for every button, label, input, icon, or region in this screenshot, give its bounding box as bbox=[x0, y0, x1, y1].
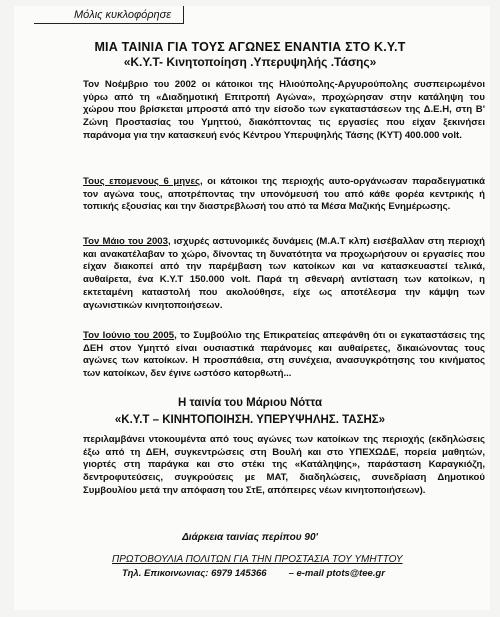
paragraph-2-lead: Τους επομενους 6 μηνες bbox=[83, 176, 201, 187]
main-title: ΜΙΑ ΤΑΙΝΙΑ ΓΙΑ ΤΟΥΣ ΑΓΩΝΕΣ ΕΝΑΝΤΙΑ ΣΤΟ Κ.Υ.Τ bbox=[94, 40, 406, 54]
film-title: «Κ.Υ.Τ – ΚΙΝΗΤΟΠΟΙΗΣΗ. ΥΠΕΡΥΨΗΛΗΣ. ΤΑΣΗΣ» bbox=[114, 414, 386, 426]
paragraph-4-lead: Τον Ιούνιο του 2005 bbox=[83, 330, 175, 341]
email-contact: – e-mail ptots@tee.gr bbox=[288, 568, 385, 579]
paragraph-3 bbox=[83, 236, 485, 312]
phone-contact: Τηλ. Επικοινωνιας: 6979 145366 bbox=[122, 568, 267, 579]
organization-name: ΠΡΩΤΟΒΟΥΛΙΑ ΠΟΛΙΤΩΝ ΓΙΑ ΤΗΝ ΠΡΟΣΤΑΣΙΑ ΤΟΥ ΥΜΗΤΤΟΥ bbox=[112, 554, 403, 565]
paragraph-3-lead: Τον Μάιο του 2003 bbox=[83, 236, 168, 247]
paragraph-1: Τον Νοέμβριο του 2002 οι κάτοικοι της Ηλιούπολης-Αργυρούπολης συσπειρωμένοι γύρω από τη «Διαδημοτική Επιτροπή Αγώνα», προχώρησαν στην κατάληψη του χώρου που βρίσκεται μπροστά από την είσοδο των εγκαταστάσεων της Δ.Ε.Η, στη Β' Ζώνη Προστασίας του Υμηττού, διακόπτοντας τις εργασίες που είχαν ξεκινήσει παράνομα για την κατασκευή ενός Κέντρου Υπερυψηλής Τάσης (ΚΥΤ) 400.000 volt. bbox=[83, 79, 485, 141]
paragraph-4-body: , το Συμβούλιο της Επικρατείας απεφάνθη ότι οι εγκαταστάσεις της ΔΕΗ στον Υμηττό είναι ουσιαστικά παράνομες και αυθαίρετες, δικαιώνοντας τους αγώνες των κατοίκων. Η προσπάθεια, στη συνέχεια, ανασυγκρότησης του κινήματος των κατοίκων, δεν έγινε ωστόσο κατορθωτή... bbox=[83, 330, 485, 380]
paragraph-4 bbox=[83, 330, 485, 381]
status-tag: Μόλις κυκλοφόρησε bbox=[34, 6, 184, 24]
contact-line bbox=[122, 568, 407, 579]
film-subtitle: «Κ.Υ.Τ- Κινητοποίηση .Υπερυψηλής .Τάσης» bbox=[123, 55, 377, 69]
paragraph-2-body: , οι κάτοικοι της περιοχής αυτο-οργάνωσαν παραδειγματικά τον αγώνα τους, αποτρέποντας την υπονόμευσή του από κάθε φορέα κεντρικής ή τοπικής εξουσίας και την διαστρεβλωσή του από τα Μέσα Μαζικής Ενημέρωσης. bbox=[83, 176, 485, 213]
film-duration: Διάρκεια ταινίας περίπου 90' bbox=[182, 532, 318, 543]
film-credit: Η ταινία του Μάριου Νόττα bbox=[177, 397, 323, 409]
paragraph-2 bbox=[83, 176, 485, 214]
paragraph-3-body: , ισχυρές αστυνομικές δυνάμεις (Μ.Α.Τ κλπ) εισέβαλλαν στη περιοχή και ανακατέλαβαν το χώρο, δίνοντας τη δυνατότητα να προχωρήσουν οι εργασίες που είχαν διακοπεί από την παρέμβαση των κατοίκων και να κατασκευαστεί τελικά, αυθαίρετα, ένα Κ.Υ.Τ 150.000 volt. Παρά τη σθεναρή αντίσταση των κατοίκων, η εκτεταμένη καταστολή που ακολούθησε, είχε ως αποτέλεσμα την κάμψη των αγωνιστικών κινητοποιήσεων. bbox=[83, 236, 486, 311]
paragraph-5: περιλαμβάνει ντοκουμέντα από τους αγώνες των κατοίκων της περιοχής (εκδηλώσεις έξω από τη ΔΕΗ, συγκεντρώσεις στη Βουλή και στο ΥΠΕΧΩΔΕ, πορεία μαθητών, γιορτές στη παράγκα και στο στέκι της «Κατάληψης», παράσταση Καραγκιόζη, δεντροφυτεύσεις, συγκρούσεις με ΜΑΤ, διαδηλώσεις, συνεδρίαση Δημοτικού Συμβουλίου μετά την απόφαση του ΣτΕ, απόπειρες νέων κινητοποιήσεων). bbox=[83, 434, 485, 496]
